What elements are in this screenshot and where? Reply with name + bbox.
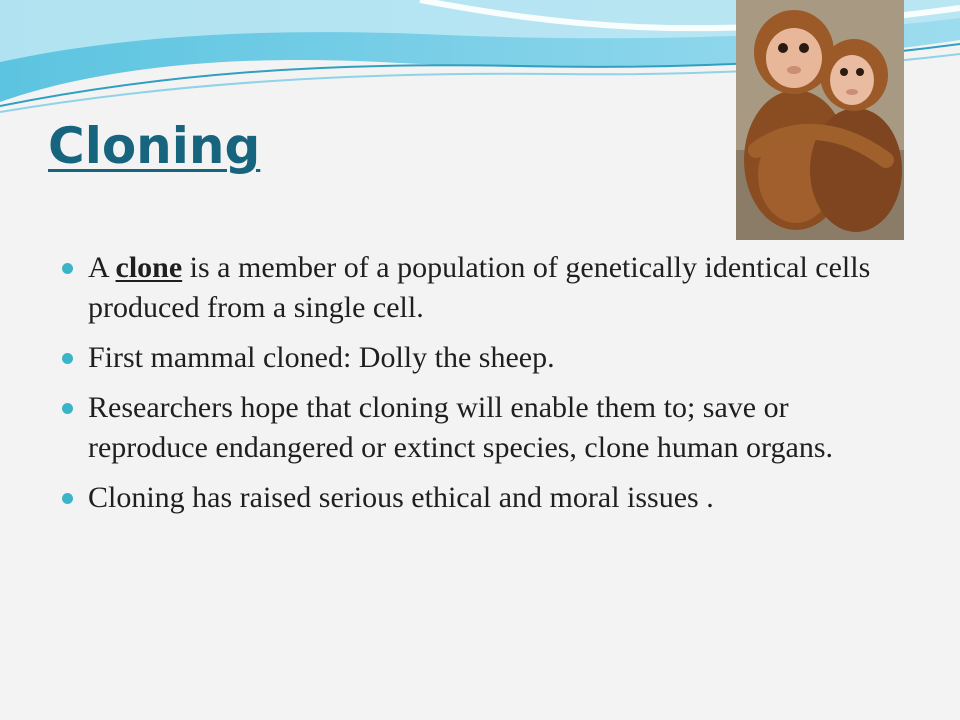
monkeys-illustration bbox=[736, 0, 904, 240]
bullet-list bbox=[62, 248, 912, 528]
bullet-item bbox=[62, 248, 912, 328]
bullet-text: Researchers hope that cloning will enable them to; save or reproduce endangered or extinct species, clone human organs. bbox=[88, 391, 833, 464]
bullet-text-prefix: A bbox=[88, 251, 116, 284]
monkeys-photo bbox=[736, 0, 904, 240]
bullet-item bbox=[62, 388, 912, 468]
bullet-dot-icon bbox=[62, 403, 73, 414]
bullet-text-suffix: is a member of a population of genetically identical cells produced from a single cell. bbox=[88, 251, 871, 324]
bullet-dot-icon bbox=[62, 353, 73, 364]
bullet-dot-icon bbox=[62, 493, 73, 504]
bullet-text: Cloning has raised serious ethical and moral issues . bbox=[88, 481, 714, 514]
bullet-text: First mammal cloned: Dolly the sheep. bbox=[88, 341, 555, 374]
bullet-keyword: clone bbox=[115, 251, 183, 284]
bullet-item bbox=[62, 338, 912, 378]
bullet-dot-icon bbox=[62, 263, 73, 274]
bullet-item bbox=[62, 478, 912, 518]
slide-title: Cloning bbox=[48, 117, 261, 175]
